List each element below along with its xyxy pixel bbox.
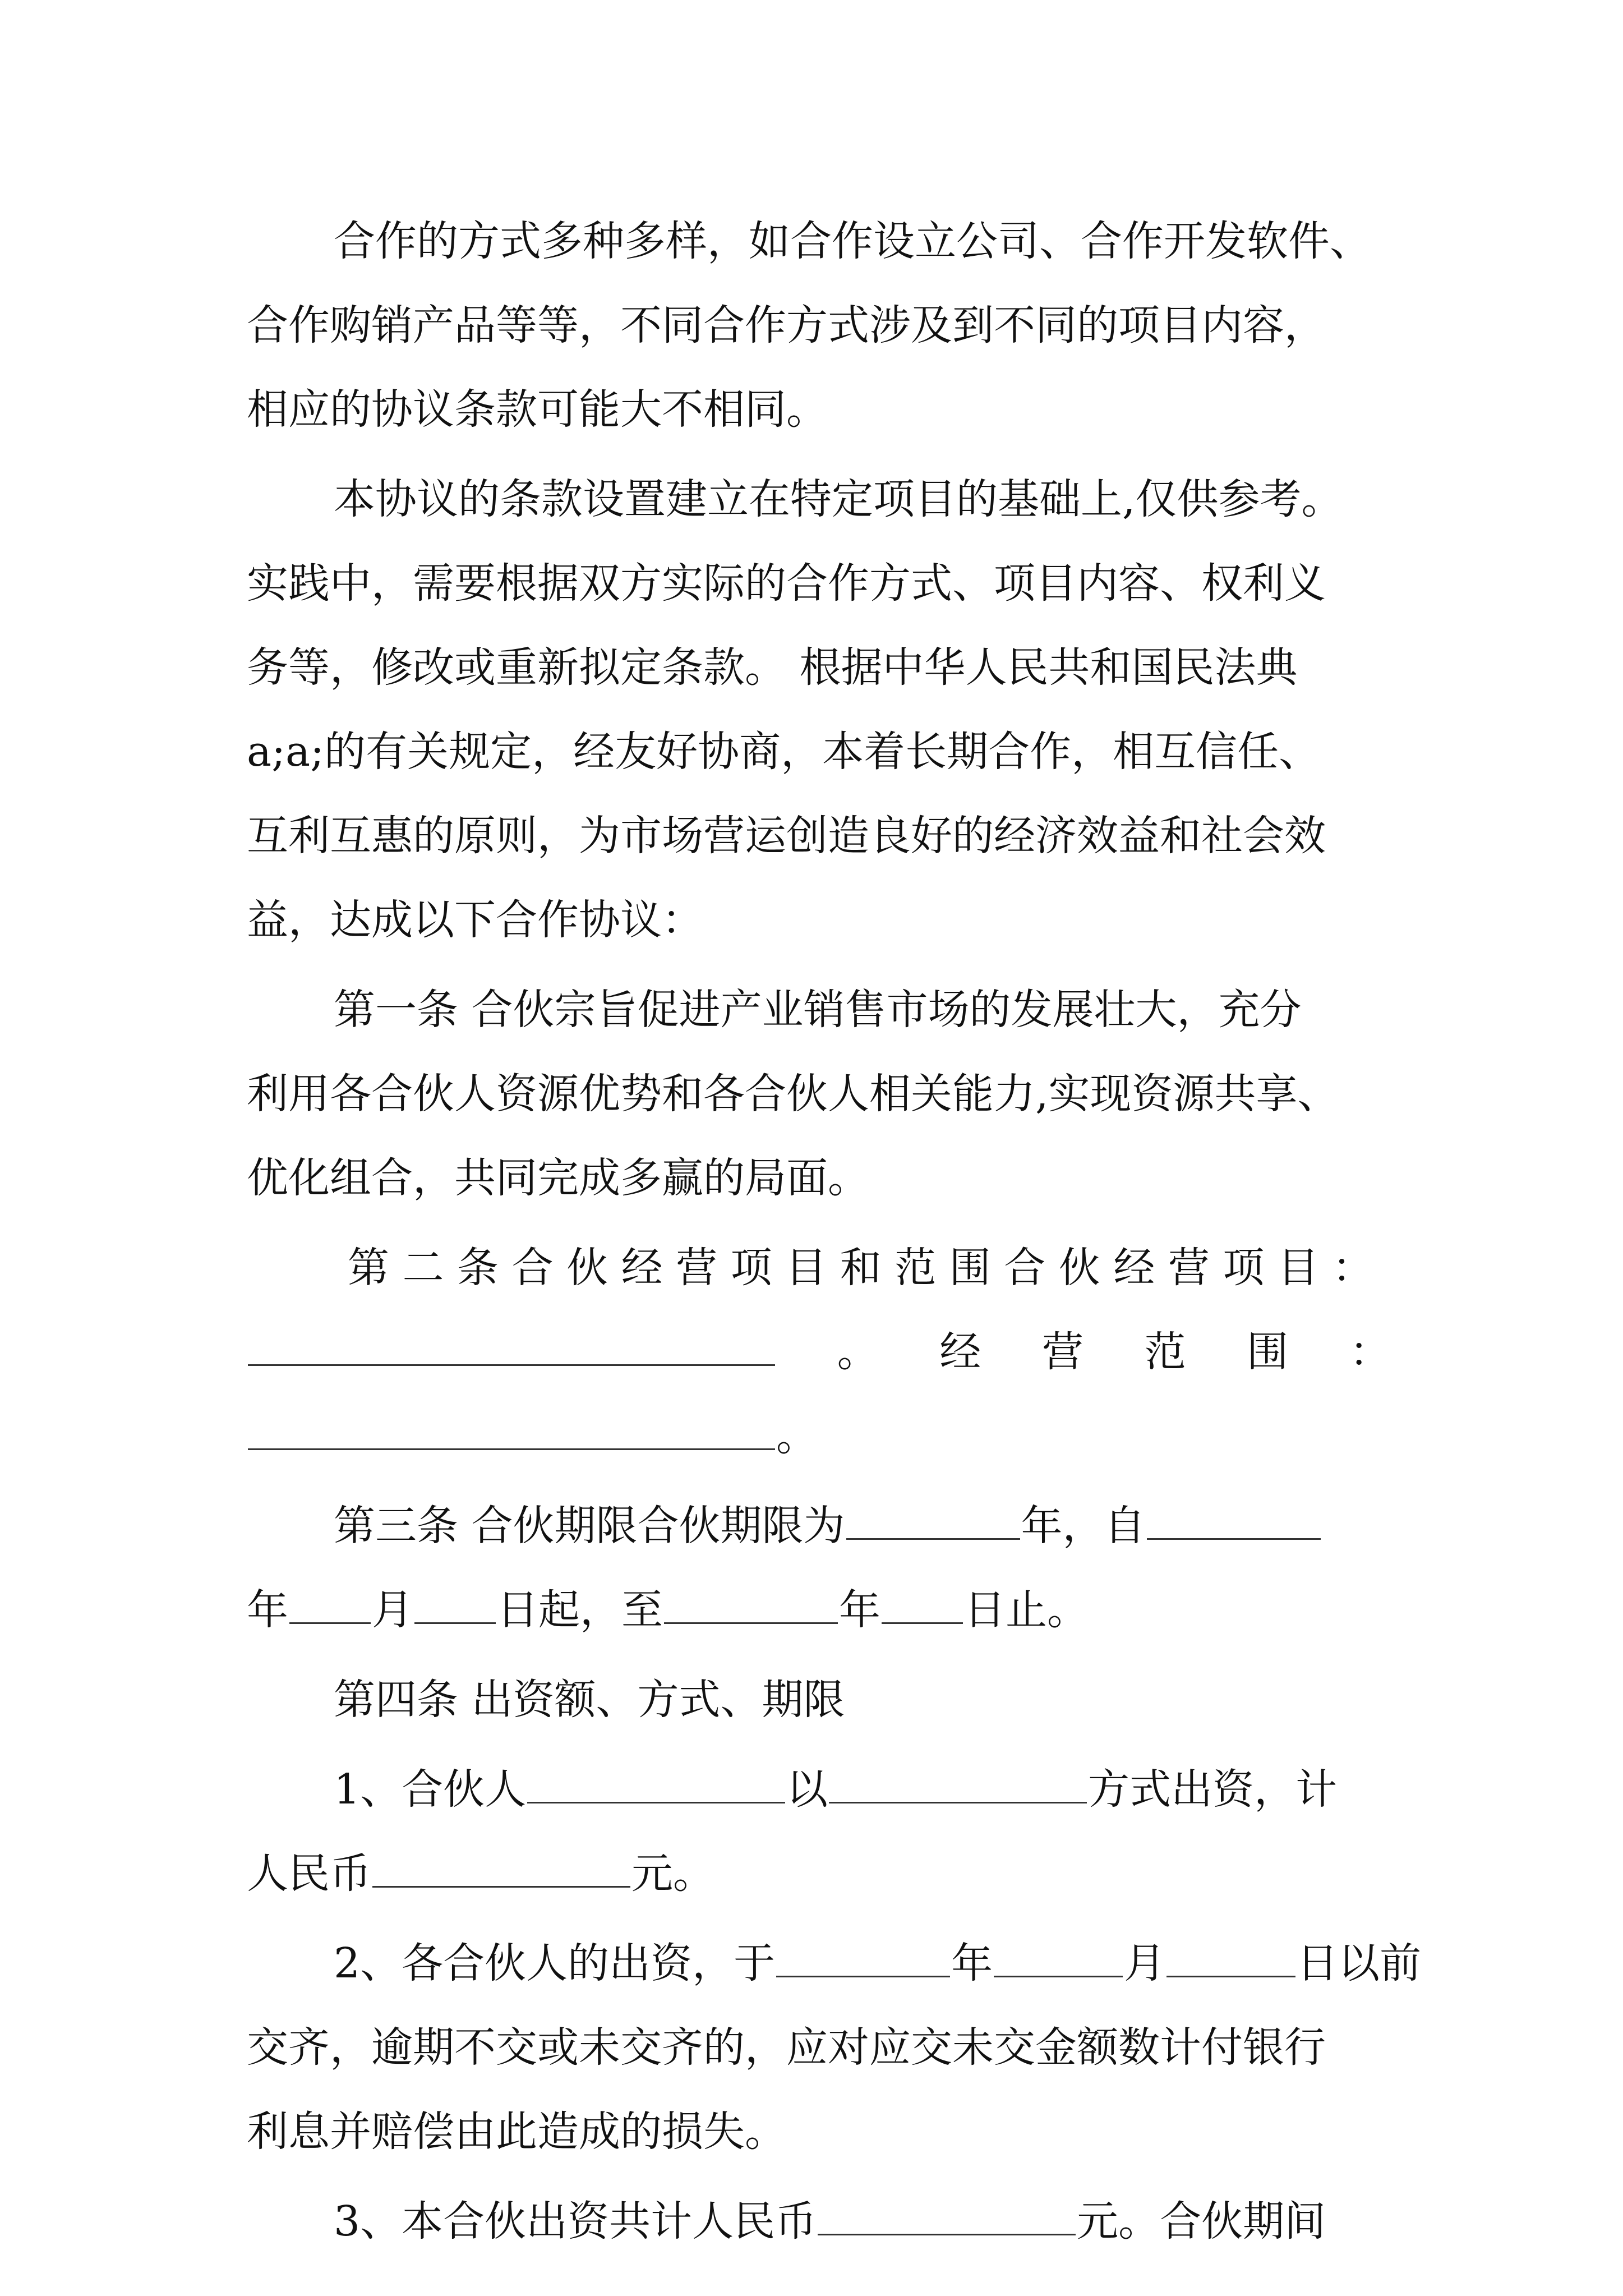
article1-line1: 第一条 合伙宗旨促进产业销售市场的发展壮大，充分 <box>334 986 1302 1034</box>
article3-text-f: 年 <box>839 1586 880 1634</box>
article2-end: 。 <box>776 1412 818 1460</box>
article4-item1-line1 <box>334 1761 1337 1818</box>
article3-text-c: 年 <box>247 1586 288 1634</box>
item2-text-a: 2、各合伙人的出资，于 <box>334 1939 776 1987</box>
article4-item2-line2: 交齐，逾期不交或未交齐的，应对应交未交金额数计付银行 <box>247 2023 1326 2072</box>
article3-line1 <box>334 1498 1322 1554</box>
article1-line2: 利用各合伙人资源优势和各合伙人相关能力,实现资源共享、 <box>247 1070 1339 1118</box>
para2-line5: 互利互惠的原则，为市场营运创造良好的经济效益和社会效 <box>247 812 1326 860</box>
deadline-month-blank[interactable] <box>994 1936 1123 1977</box>
article2-char-fan: 范 <box>1144 1328 1186 1376</box>
contribution-method-blank[interactable] <box>829 1763 1087 1803</box>
start-month-blank[interactable] <box>289 1583 371 1624</box>
article4-item1-line2 <box>247 1846 714 1902</box>
item2-text-d: 日以前 <box>1297 1939 1422 1987</box>
deadline-day-blank[interactable] <box>1166 1936 1295 1977</box>
total-capital-blank[interactable] <box>818 2194 1076 2235</box>
start-day-blank[interactable] <box>414 1583 496 1624</box>
item1-text-b: 以 <box>786 1765 828 1814</box>
partner-name-blank[interactable] <box>527 1763 785 1803</box>
para1-line3: 相应的协议条款可能大不相同。 <box>247 385 828 434</box>
article3-text-g: 日止。 <box>964 1586 1089 1634</box>
article3-text-b: 年，自 <box>1021 1502 1146 1550</box>
item3-text-a: 3、本合伙出资共计人民币 <box>334 2197 817 2246</box>
item3-text-b: 元。合伙期间 <box>1077 2197 1326 2246</box>
para2-line4: a;a;的有关规定，经友好协商，本着长期合作，相互信任、 <box>247 728 1321 776</box>
end-day-blank[interactable] <box>882 1583 963 1624</box>
article3-text-d: 月 <box>372 1586 413 1634</box>
end-year-blank[interactable] <box>664 1583 838 1624</box>
para2-line6: 益，达成以下合作协议： <box>247 896 703 944</box>
article4-item2-line3: 利息并赔偿由此造成的损失。 <box>247 2108 786 2156</box>
start-year-blank[interactable] <box>1147 1499 1321 1540</box>
item2-text-c: 月 <box>1124 1939 1166 1987</box>
item1-text-c: 方式出资，计 <box>1088 1765 1338 1814</box>
para2-line2: 实践中，需要根据双方实际的合作方式、项目内容、权利义 <box>247 559 1326 608</box>
item2-text-b: 年 <box>951 1939 993 1987</box>
article1-line3: 优化组合，共同完成多赢的局面。 <box>247 1154 869 1202</box>
contribution-amount-blank[interactable] <box>372 1847 630 1888</box>
para1-line1: 合作的方式多种多样，如合作设立公司、合作开发软件、 <box>334 217 1371 265</box>
para2-line3: 务等，修改或重新拟定条款。 根据中华人民共和国民法典 <box>247 643 1298 692</box>
article2-colon: ： <box>1349 1328 1391 1376</box>
article4-item3-line1 <box>334 2193 1326 2249</box>
article2-char-ying: 营 <box>1041 1328 1083 1376</box>
article3-text-e: 日起，至 <box>497 1586 663 1634</box>
article3-text-a: 第三条 合伙期限合伙期限为 <box>334 1502 845 1550</box>
para2-line1: 本协议的条款设置建立在特定项目的基础上,仅供参考。 <box>334 475 1343 523</box>
article2-char-jing: 经 <box>939 1328 981 1376</box>
item1-text-e: 元。 <box>631 1849 714 1898</box>
article3-line2 <box>247 1582 1089 1638</box>
project-blank[interactable] <box>248 1325 775 1366</box>
article2-period: 。 <box>837 1328 879 1376</box>
deadline-year-blank[interactable] <box>776 1936 950 1977</box>
article4-title: 第四条 出资额、方式、期限 <box>334 1676 845 1724</box>
item1-text-d: 人民币 <box>247 1849 371 1898</box>
scope-blank[interactable] <box>248 1409 775 1450</box>
article2-line1: 第 二 条 合 伙 经 营 项 目 和 范 围 合 伙 经 营 项 目 ： <box>348 1244 1374 1292</box>
item1-text-a: 1、合伙人 <box>334 1765 527 1814</box>
para1-line2: 合作购销产品等等，不同合作方式涉及到不同的项目内容， <box>247 301 1326 349</box>
article2-line2 <box>247 1324 1391 1380</box>
article2-line3 <box>247 1408 818 1464</box>
article4-item2-line1 <box>334 1935 1421 1991</box>
article2-char-wei: 围 <box>1247 1328 1289 1376</box>
term-years-blank[interactable] <box>846 1499 1020 1540</box>
